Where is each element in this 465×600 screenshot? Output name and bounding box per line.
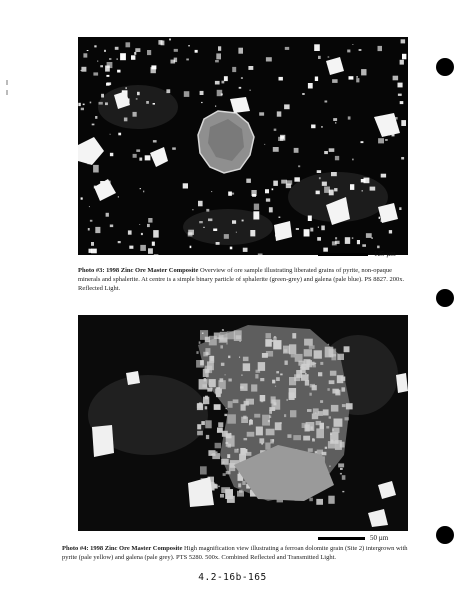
photomicrograph-2-image — [78, 315, 408, 531]
photomicrograph-2 — [78, 315, 408, 531]
photo-3-caption-text: Overview of ore sample illustrating liberated grains of pyrite, non-opaque minerals and sphalerite. At centre is a simple binary particle of sphalerite (green-grey) and galena (pale blue). PS 8827. 200x. Reflected Light. — [78, 267, 405, 292]
photo-4-caption-title: Photo #4: 1998 Zinc Ore Master Composite — [62, 545, 183, 552]
photo-3-caption-title: Photo #3: 1998 Zinc Ore Master Composite — [78, 267, 199, 274]
photomicrograph-1-image — [78, 37, 408, 255]
photo-3-caption — [78, 267, 408, 293]
binder-hole — [436, 58, 454, 76]
photomicrograph-1 — [78, 37, 408, 255]
scale-label-1: 125 µm — [374, 250, 396, 258]
page-number: 4.2-16b-165 — [198, 572, 267, 583]
binder-hole — [436, 526, 454, 544]
scale-bar-1 — [318, 253, 368, 256]
photo-4-caption — [62, 545, 414, 563]
scale-label-2: 50 µm — [370, 534, 389, 542]
margin-mark — [6, 80, 8, 85]
margin-mark — [6, 90, 8, 95]
binder-hole — [436, 289, 454, 307]
scale-bar-2 — [318, 537, 365, 540]
photo-4-caption-text: High magnification view illustrating a ferroan dolomite grain (Site 2) intergrown with pyrite (pale yellow) and galena (pale grey). PTS 5280. 500x. Combined Reflected and Transmitted Light. — [62, 545, 408, 561]
